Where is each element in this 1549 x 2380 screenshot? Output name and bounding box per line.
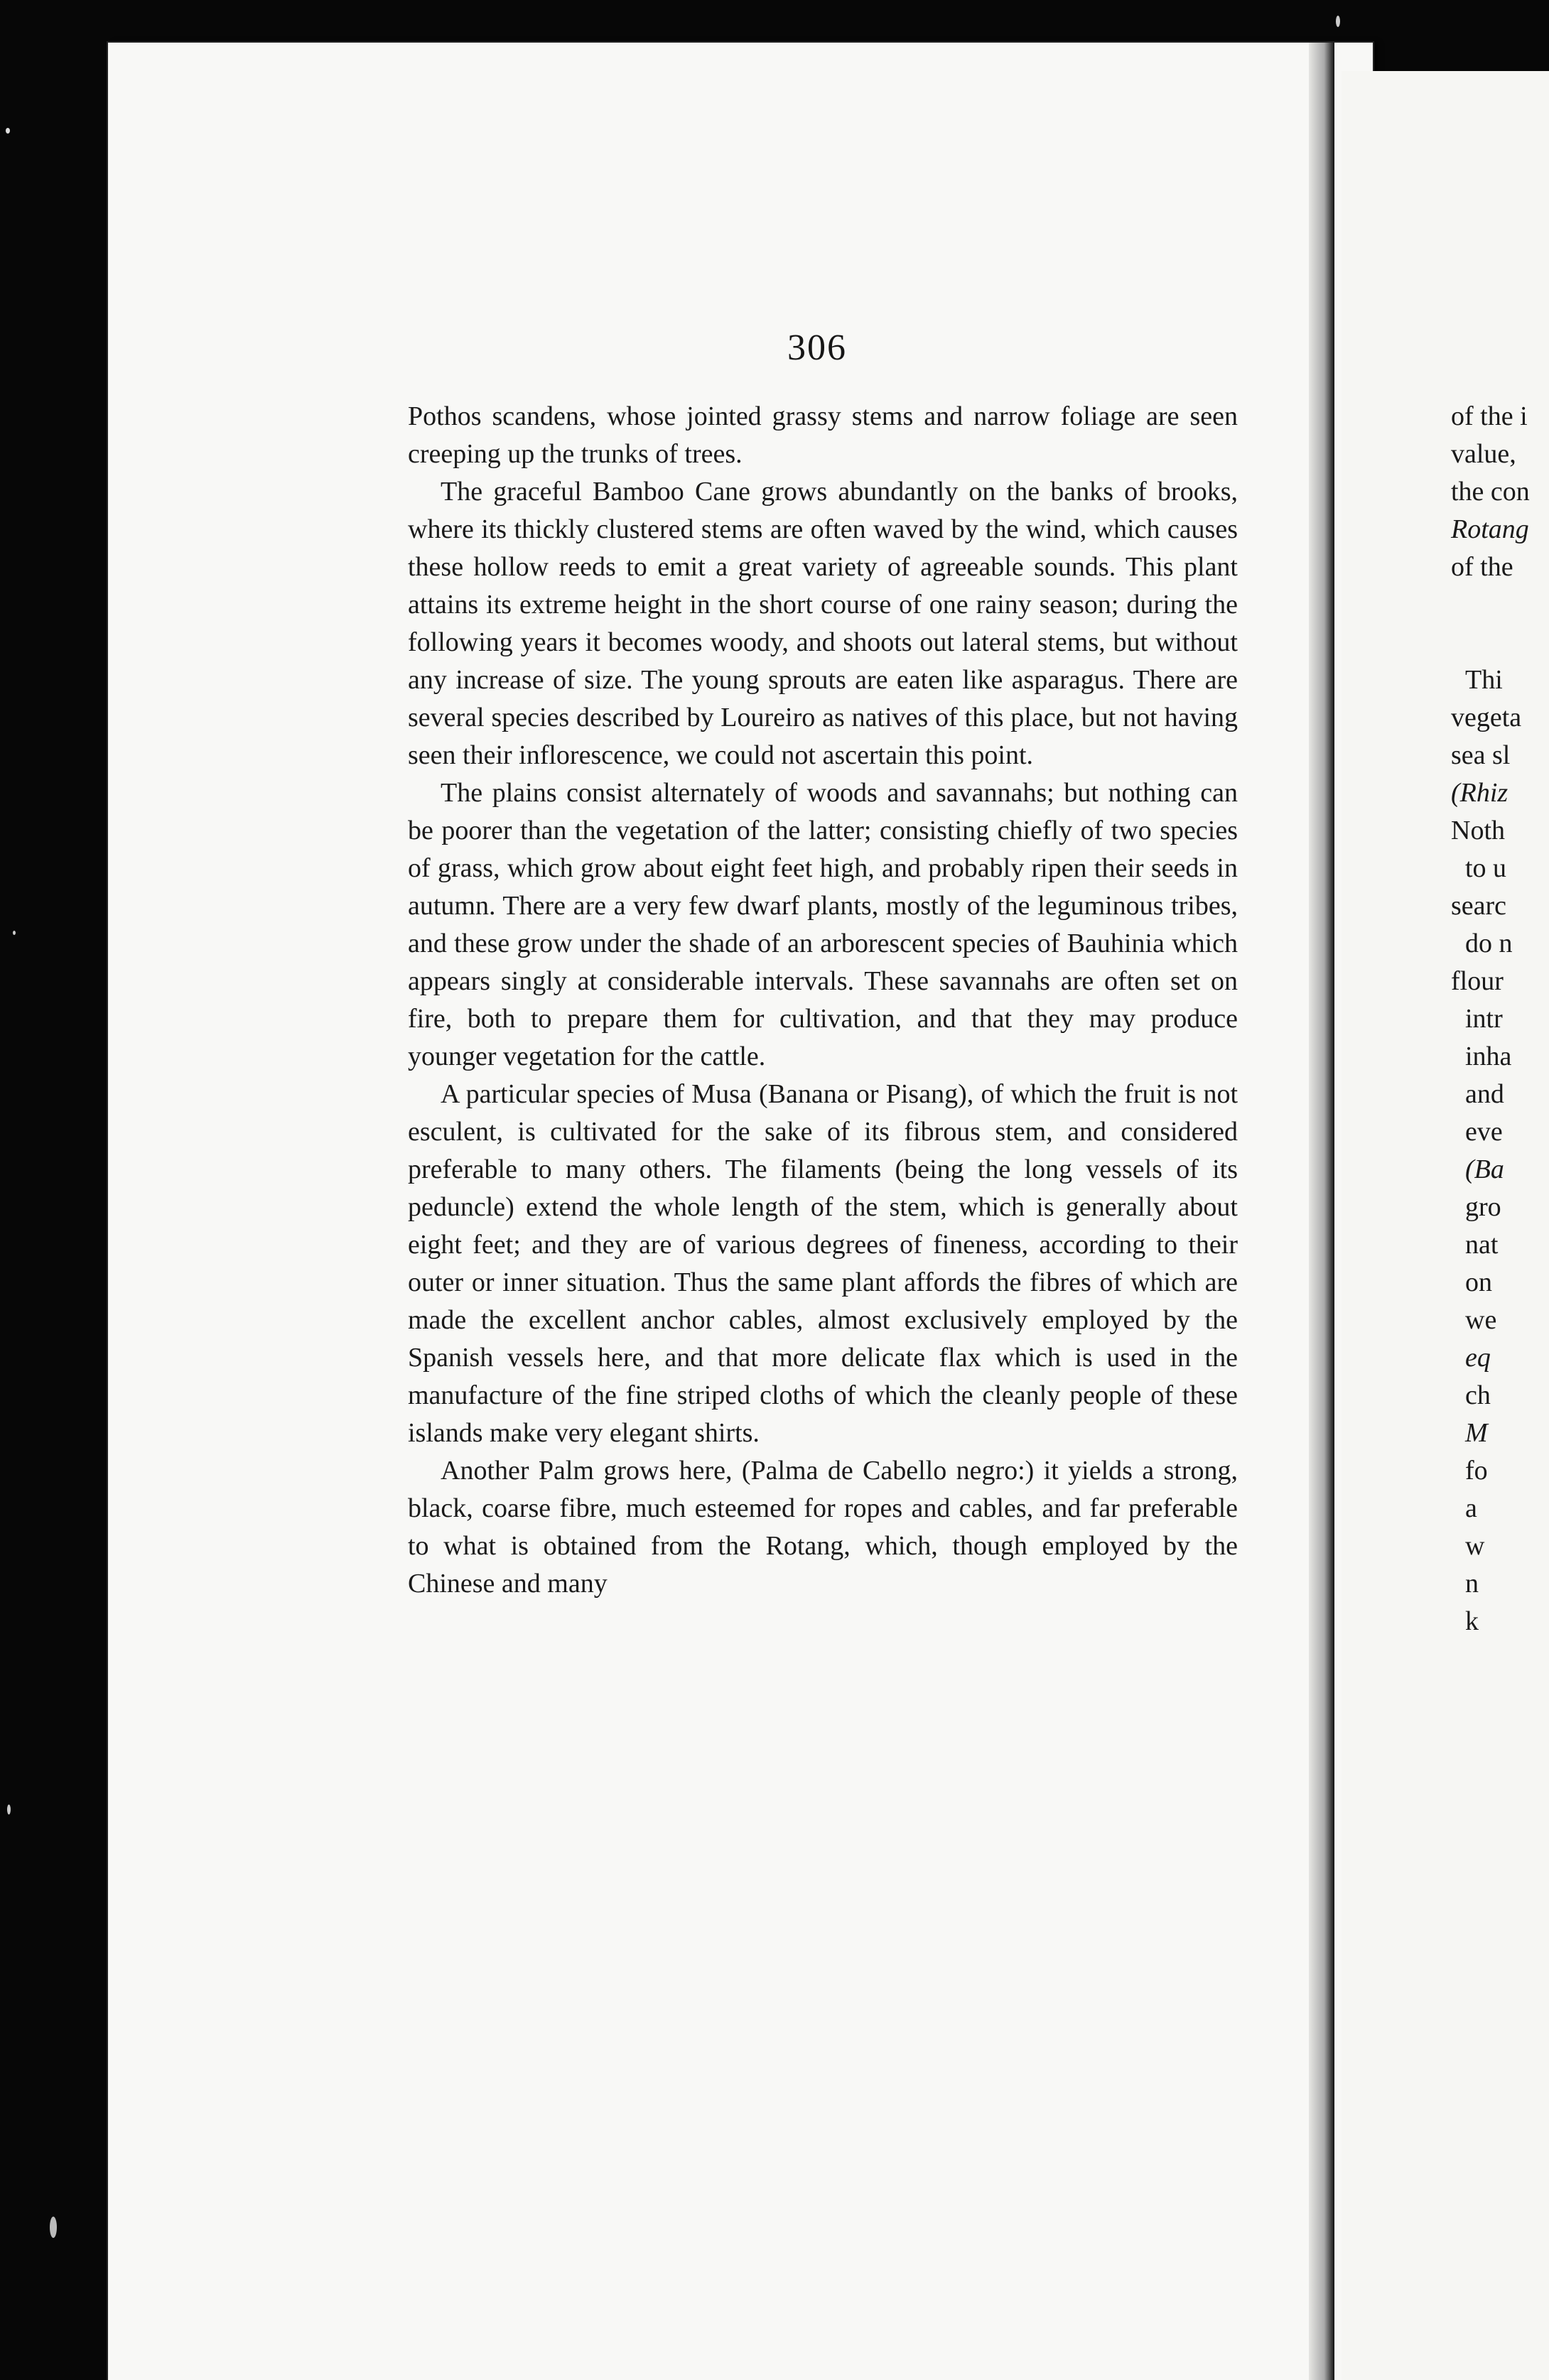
fragment-line: eve	[1465, 1117, 1503, 1147]
fragment-line: flour	[1451, 966, 1504, 996]
fragment-line: eq	[1465, 1343, 1491, 1373]
right-page-text-fragments	[1451, 398, 1549, 1640]
fragment-line: intr	[1465, 1004, 1503, 1034]
body-text	[408, 398, 1238, 1603]
fragment-line: to u	[1465, 853, 1507, 883]
page-number: 306	[787, 328, 847, 368]
paragraph: Pothos scandens, whose jointed grassy stems and narrow foliage are seen creeping up the trunks of trees.	[408, 401, 1238, 469]
dust-speck	[13, 931, 16, 935]
fragment-line: searc	[1451, 891, 1507, 921]
fragment-line: nat	[1465, 1230, 1499, 1260]
fragment-line: (Ba	[1465, 1154, 1504, 1184]
fragment-line: the con	[1451, 477, 1530, 507]
paragraph-gap	[1451, 586, 1549, 661]
fragment-line: M	[1465, 1418, 1488, 1448]
fragment-line: n	[1465, 1569, 1479, 1599]
paragraph: The plains consist alternately of woods and savannahs; but nothing can be poorer than the vegetation of the latter; consisting chiefly of two species of grass, which grow about eight feet high, and probably ripen their seeds in autumn. There are a very few dwarf plants, mostly of the leguminous tribes, and these grow under the shade of an arborescent species of Bauhinia which appears singly at considerable intervals. These savannahs are often set on fire, both to prepare them for cultivation, and that they may produce younger vegetation for the cattle.	[408, 778, 1238, 1071]
dust-speck	[1336, 16, 1340, 27]
fragment-line: sea sl	[1451, 740, 1511, 770]
fragment-line: and	[1465, 1079, 1504, 1109]
fragment-line: a	[1465, 1493, 1477, 1523]
paragraph: A particular species of Musa (Banana or Pisang), of which the fruit is not esculent, is cultivated for the sake of its fibrous stem, and considered preferable to many others. The filaments (being the long vessels of its peduncle) extend the whole length of the stem, which is generally about eight feet; and they are of various degrees of fineness, according to their outer or inner situation. Thus the same plant affords the fibres of which are made the excellent anchor cables, almost exclusively employed by the Spanish vessels here, and that more delicate flax which is used in the manufacture of the fine striped cloths of which the cleanly people of these islands make very elegant shirts.	[408, 1079, 1238, 1448]
fragment-line: on	[1465, 1267, 1492, 1297]
fragment-line: w	[1465, 1531, 1485, 1561]
fragment-line: (Rhiz	[1451, 778, 1508, 808]
fragment-line: value,	[1451, 439, 1516, 469]
dust-speck	[6, 128, 10, 134]
fragment-line: Thi	[1465, 665, 1503, 695]
page-gutter	[1309, 43, 1334, 2380]
fragment-line: k	[1465, 1606, 1479, 1636]
fragment-line: vegeta	[1451, 703, 1522, 732]
fragment-line: do n	[1465, 929, 1513, 958]
paragraph: Another Palm grows here, (Palma de Cabello negro:) it yields a strong, black, coarse fibre, much esteemed for ropes and cables, and far preferable to what is obtained from the Rotang, which, though employed by the Chinese and many	[408, 1456, 1238, 1599]
paragraph: The graceful Bamboo Cane grows abundantly on the banks of brooks, where its thickly clustered stems are often waved by the wind, which causes these hollow reeds to emit a great variety of agreeable sounds. This plant attains its extreme height in the short course of one rainy season; during the following years it becomes woody, and shoots out lateral stems, but without any increase of size. The young sprouts are eaten like asparagus. There are several species described by Loureiro as natives of this place, but not having seen their inflorescence, we could not ascertain this point.	[408, 477, 1238, 770]
fragment-line: of the	[1451, 552, 1513, 582]
fragment-line: of the i	[1451, 401, 1528, 431]
dust-speck	[7, 1805, 11, 1814]
fragment-line: ch	[1465, 1380, 1491, 1410]
fragment-line: Rotang	[1451, 514, 1529, 544]
fragment-line: inha	[1465, 1042, 1512, 1071]
fragment-line: gro	[1465, 1192, 1501, 1222]
fragment-line: Noth	[1451, 816, 1505, 845]
fragment-line: we	[1465, 1305, 1497, 1335]
fragment-line: fo	[1465, 1456, 1488, 1486]
dust-speck	[50, 2217, 57, 2238]
